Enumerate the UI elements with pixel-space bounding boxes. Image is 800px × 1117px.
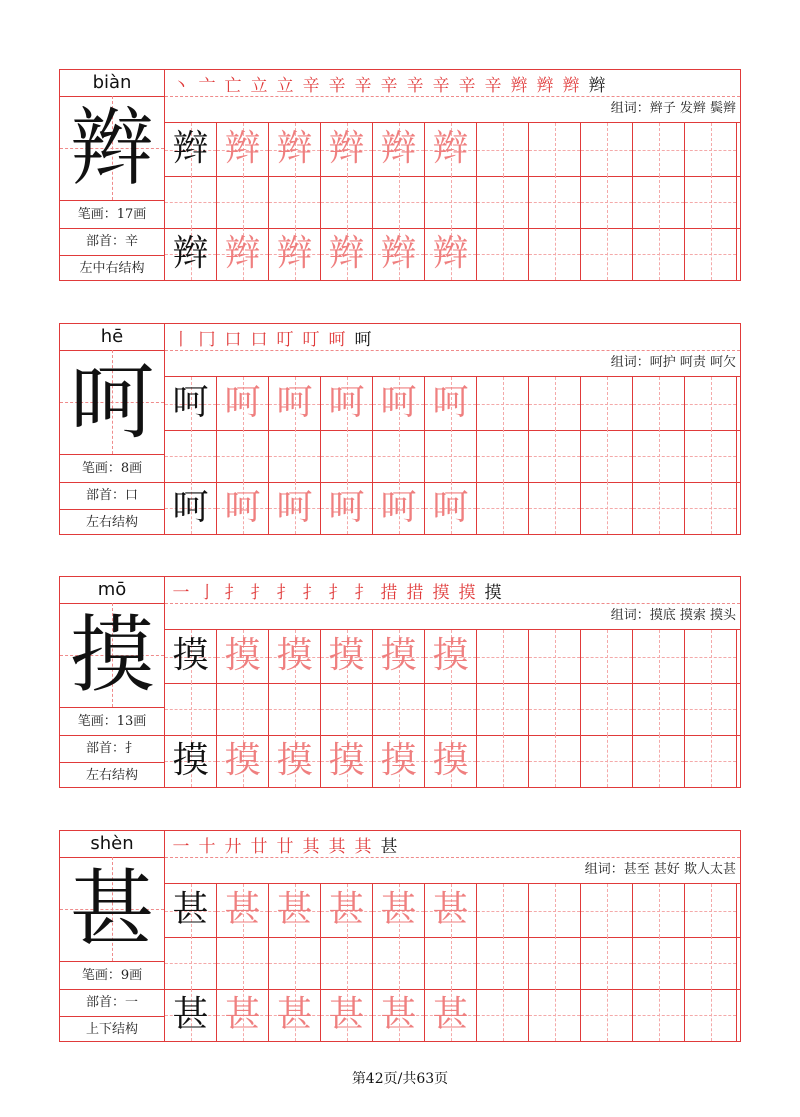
model-character: 摸	[69, 606, 154, 704]
stroke-step: 一	[172, 582, 190, 603]
practice-char: 呵	[172, 382, 209, 423]
stroke-count: 笔画：13画	[60, 708, 164, 736]
model-character-box	[60, 857, 164, 962]
stroke-sequence	[169, 324, 375, 350]
practice-cell[interactable]	[425, 936, 477, 989]
stroke-sequence	[169, 831, 401, 857]
trace-char: 辫	[224, 233, 261, 274]
trace-char: 摸	[380, 740, 417, 781]
trace-char: 辫	[328, 128, 365, 169]
practice-cell[interactable]	[373, 989, 425, 1041]
radical: 部首：口	[60, 482, 164, 510]
stroke-step: 亅	[198, 582, 216, 603]
model-character-box	[60, 350, 164, 455]
stroke-step: 辫	[510, 75, 528, 96]
practice-cell[interactable]	[685, 630, 737, 683]
practice-cell[interactable]	[581, 989, 633, 1041]
practice-cell[interactable]	[477, 175, 529, 228]
pinyin: biàn	[60, 70, 164, 97]
practice-cell[interactable]	[581, 175, 633, 228]
practice-cell[interactable]	[269, 123, 321, 176]
practice-cell[interactable]	[321, 989, 373, 1041]
character-card	[59, 830, 741, 1042]
practice-cell[interactable]	[633, 123, 685, 176]
practice-cell[interactable]	[425, 228, 477, 280]
practice-cell[interactable]	[685, 735, 737, 787]
structure: 上下结构	[85, 1022, 138, 1037]
practice-cell[interactable]	[217, 123, 269, 176]
trace-char: 摸	[380, 635, 417, 676]
pinyin: mō	[60, 577, 164, 604]
practice-row	[165, 122, 741, 177]
stroke-sequence	[169, 70, 609, 96]
practice-cell[interactable]	[321, 123, 373, 176]
stroke-step: 措	[406, 582, 424, 603]
practice-row	[165, 682, 741, 736]
stroke-step: 叮	[302, 329, 320, 350]
practice-cell[interactable]	[321, 936, 373, 989]
trace-char: 呵	[224, 487, 261, 528]
practice-cell[interactable]	[425, 682, 477, 735]
trace-char: 辫	[432, 128, 469, 169]
practice-grid	[165, 629, 741, 789]
practice-cell[interactable]	[425, 482, 477, 534]
stroke-step: 辛	[406, 75, 424, 96]
practice-cell[interactable]	[269, 482, 321, 534]
practice-char: 甚	[172, 889, 209, 930]
character-info-panel	[59, 576, 165, 788]
practice-cell[interactable]	[633, 175, 685, 228]
stroke-step: 扌	[354, 582, 372, 603]
trace-char: 甚	[224, 889, 261, 930]
trace-char: 辫	[380, 128, 417, 169]
practice-cell[interactable]	[217, 377, 269, 430]
practice-cell[interactable]	[269, 228, 321, 280]
stroke-step: 廾	[224, 836, 242, 857]
practice-cell[interactable]	[165, 123, 217, 176]
trace-char: 甚	[380, 994, 417, 1035]
practice-row	[165, 735, 741, 787]
practice-cell[interactable]	[165, 630, 217, 683]
trace-char: 呵	[328, 487, 365, 528]
practice-panel	[165, 576, 741, 788]
practice-cell[interactable]	[373, 429, 425, 482]
radical: 部首：扌	[60, 735, 164, 763]
practice-cell[interactable]	[477, 682, 529, 735]
practice-cell[interactable]	[321, 884, 373, 937]
model-character: 呵	[69, 353, 154, 451]
practice-cell[interactable]	[269, 735, 321, 787]
practice-row	[165, 883, 741, 938]
practice-cell[interactable]	[425, 884, 477, 937]
character-info-panel	[59, 323, 165, 535]
practice-cell[interactable]	[425, 377, 477, 430]
radical: 部首：辛	[60, 228, 164, 256]
practice-cell[interactable]	[269, 884, 321, 937]
practice-cell[interactable]	[165, 377, 217, 430]
trace-char: 摸	[432, 635, 469, 676]
stroke-step: 其	[328, 836, 346, 857]
practice-cell[interactable]	[373, 735, 425, 787]
practice-cell[interactable]	[685, 228, 737, 280]
practice-cell[interactable]	[165, 682, 217, 735]
practice-cell[interactable]	[217, 735, 269, 787]
practice-cell[interactable]	[529, 936, 581, 989]
practice-cell[interactable]	[165, 228, 217, 280]
practice-cell[interactable]	[269, 989, 321, 1041]
practice-cell[interactable]	[581, 735, 633, 787]
practice-cell[interactable]	[529, 682, 581, 735]
practice-cell[interactable]	[581, 936, 633, 989]
structure: 左右结构	[85, 768, 138, 783]
practice-cell[interactable]	[477, 429, 529, 482]
practice-cell[interactable]	[633, 682, 685, 735]
practice-cell[interactable]	[425, 123, 477, 176]
practice-cell[interactable]	[373, 377, 425, 430]
practice-cell[interactable]	[529, 884, 581, 937]
trace-char: 辫	[328, 233, 365, 274]
practice-cell[interactable]	[633, 884, 685, 937]
stroke-step: 廿	[250, 836, 268, 857]
page-number: 第42页/共63页	[351, 1071, 449, 1087]
practice-cell[interactable]	[477, 989, 529, 1041]
practice-char: 辫	[172, 233, 209, 274]
stroke-step: 呵	[328, 329, 346, 350]
stroke-step: 辛	[484, 75, 502, 96]
stroke-order-row	[165, 70, 740, 97]
practice-row	[165, 429, 741, 483]
practice-cell[interactable]	[685, 482, 737, 534]
practice-cell[interactable]	[217, 682, 269, 735]
practice-cell[interactable]	[165, 989, 217, 1041]
trace-char: 辫	[380, 233, 417, 274]
trace-char: 辫	[432, 233, 469, 274]
trace-char: 摸	[224, 635, 261, 676]
practice-cell[interactable]	[581, 123, 633, 176]
radical: 部首：一	[60, 989, 164, 1017]
stroke-step: 辫	[588, 75, 606, 96]
stroke-step: 廿	[276, 836, 294, 857]
stroke-step: 一	[172, 836, 190, 857]
stroke-step: 冂	[198, 329, 216, 350]
practice-cell[interactable]	[165, 429, 217, 482]
practice-cell[interactable]	[217, 989, 269, 1041]
stroke-order-row	[165, 831, 740, 858]
practice-cell[interactable]	[165, 482, 217, 534]
practice-panel	[165, 830, 741, 1042]
practice-char: 甚	[172, 994, 209, 1035]
practice-cell[interactable]	[269, 936, 321, 989]
practice-cell[interactable]	[633, 989, 685, 1041]
stroke-step: 口	[224, 329, 242, 350]
stroke-step: 辛	[328, 75, 346, 96]
practice-cell[interactable]	[529, 123, 581, 176]
stroke-step: 扌	[276, 582, 294, 603]
trace-char: 摸	[328, 740, 365, 781]
stroke-count: 笔画：9画	[60, 962, 164, 990]
practice-cell[interactable]	[477, 377, 529, 430]
practice-cell[interactable]	[321, 630, 373, 683]
stroke-step: 叮	[276, 329, 294, 350]
stroke-step: 摸	[484, 582, 502, 603]
practice-cell[interactable]	[633, 936, 685, 989]
practice-cell[interactable]	[477, 936, 529, 989]
pinyin: hē	[60, 324, 164, 351]
model-character-box	[60, 603, 164, 708]
practice-cell[interactable]	[633, 482, 685, 534]
practice-cell[interactable]	[269, 175, 321, 228]
practice-cell[interactable]	[529, 482, 581, 534]
practice-grid	[165, 376, 741, 536]
practice-cell[interactable]	[477, 482, 529, 534]
practice-cell[interactable]	[685, 884, 737, 937]
practice-cell[interactable]	[373, 482, 425, 534]
practice-cell[interactable]	[373, 228, 425, 280]
stroke-step: 扌	[250, 582, 268, 603]
model-character: 辫	[69, 99, 154, 197]
word-examples: 组词：辫子 发辫 鬓辫	[610, 101, 736, 116]
trace-char: 呵	[276, 382, 313, 423]
trace-char: 辫	[276, 128, 313, 169]
stroke-step: 摸	[432, 582, 450, 603]
practice-cell[interactable]	[269, 429, 321, 482]
stroke-step: 摸	[458, 582, 476, 603]
practice-cell[interactable]	[529, 175, 581, 228]
practice-cell[interactable]	[425, 429, 477, 482]
practice-cell[interactable]	[165, 936, 217, 989]
trace-char: 甚	[276, 889, 313, 930]
stroke-step: 十	[198, 836, 216, 857]
practice-cell[interactable]	[685, 377, 737, 430]
practice-cell[interactable]	[529, 630, 581, 683]
practice-cell[interactable]	[477, 123, 529, 176]
stroke-step: 立	[250, 75, 268, 96]
practice-cell[interactable]	[217, 630, 269, 683]
practice-cell[interactable]	[529, 228, 581, 280]
practice-cell[interactable]	[425, 989, 477, 1041]
stroke-step: 措	[380, 582, 398, 603]
practice-cell[interactable]	[373, 630, 425, 683]
practice-char: 摸	[172, 635, 209, 676]
trace-char: 呵	[432, 382, 469, 423]
practice-cell[interactable]	[217, 936, 269, 989]
trace-char: 甚	[380, 889, 417, 930]
practice-cell[interactable]	[321, 429, 373, 482]
word-examples: 组词：摸底 摸索 摸头	[610, 608, 736, 623]
practice-cell[interactable]	[269, 377, 321, 430]
model-character-box	[60, 96, 164, 201]
trace-char: 呵	[380, 487, 417, 528]
practice-cell[interactable]	[633, 429, 685, 482]
practice-cell[interactable]	[165, 735, 217, 787]
practice-char: 辫	[172, 128, 209, 169]
practice-cell[interactable]	[581, 228, 633, 280]
practice-cell[interactable]	[685, 989, 737, 1041]
practice-cell[interactable]	[373, 123, 425, 176]
practice-cell[interactable]	[581, 429, 633, 482]
word-examples: 组词：甚至 甚好 欺人太甚	[584, 862, 736, 877]
practice-cell[interactable]	[685, 123, 737, 176]
practice-cell[interactable]	[269, 630, 321, 683]
stroke-step: 甚	[380, 836, 398, 857]
practice-cell[interactable]	[685, 429, 737, 482]
practice-cell[interactable]	[633, 228, 685, 280]
practice-panel	[165, 323, 741, 535]
trace-char: 呵	[276, 487, 313, 528]
practice-cell[interactable]	[217, 884, 269, 937]
character-card	[59, 69, 741, 281]
trace-char: 摸	[276, 635, 313, 676]
practice-cell[interactable]	[425, 735, 477, 787]
practice-row	[165, 175, 741, 229]
character-info-panel	[59, 69, 165, 281]
trace-char: 摸	[276, 740, 313, 781]
stroke-step: 辛	[302, 75, 320, 96]
practice-char: 呵	[172, 487, 209, 528]
practice-panel	[165, 69, 741, 281]
practice-row	[165, 228, 741, 280]
practice-cell[interactable]	[477, 630, 529, 683]
stroke-count: 笔画：17画	[60, 201, 164, 229]
practice-cell[interactable]	[477, 884, 529, 937]
practice-cell[interactable]	[321, 377, 373, 430]
practice-cell[interactable]	[581, 482, 633, 534]
practice-cell[interactable]	[529, 989, 581, 1041]
stroke-count: 笔画：8画	[60, 455, 164, 483]
model-character: 甚	[69, 860, 154, 958]
practice-grid	[165, 122, 741, 282]
practice-cell[interactable]	[217, 429, 269, 482]
practice-cell[interactable]	[581, 630, 633, 683]
practice-cell[interactable]	[529, 377, 581, 430]
practice-cell[interactable]	[685, 682, 737, 735]
character-card	[59, 323, 741, 535]
stroke-step: 其	[302, 836, 320, 857]
practice-cell[interactable]	[633, 630, 685, 683]
practice-cell[interactable]	[529, 735, 581, 787]
practice-cell[interactable]	[477, 228, 529, 280]
trace-char: 呵	[432, 487, 469, 528]
practice-cell[interactable]	[217, 175, 269, 228]
practice-cell[interactable]	[269, 682, 321, 735]
trace-char: 呵	[328, 382, 365, 423]
practice-grid	[165, 883, 741, 1043]
word-examples: 组词：呵护 呵责 呵欠	[610, 355, 736, 370]
stroke-step: 扌	[302, 582, 320, 603]
trace-char: 呵	[380, 382, 417, 423]
practice-cell[interactable]	[529, 429, 581, 482]
practice-cell[interactable]	[425, 175, 477, 228]
trace-char: 辫	[276, 233, 313, 274]
practice-row	[165, 376, 741, 431]
structure: 左右结构	[85, 515, 138, 530]
stroke-order-row	[165, 577, 740, 604]
practice-cell[interactable]	[477, 735, 529, 787]
character-info-panel	[59, 830, 165, 1042]
stroke-step: 其	[354, 836, 372, 857]
trace-char: 甚	[328, 889, 365, 930]
trace-char: 摸	[224, 740, 261, 781]
practice-cell[interactable]	[217, 228, 269, 280]
practice-cell[interactable]	[373, 884, 425, 937]
stroke-step: 辛	[380, 75, 398, 96]
stroke-step: 辫	[562, 75, 580, 96]
practice-cell[interactable]	[217, 482, 269, 534]
practice-cell[interactable]	[685, 936, 737, 989]
practice-cell[interactable]	[581, 377, 633, 430]
character-card	[59, 576, 741, 788]
trace-char: 呵	[224, 382, 261, 423]
stroke-step: 丶	[172, 75, 190, 96]
practice-cell[interactable]	[633, 735, 685, 787]
pinyin: shèn	[60, 831, 164, 858]
stroke-step: 扌	[224, 582, 242, 603]
stroke-step: 辛	[354, 75, 372, 96]
stroke-step: 亡	[224, 75, 242, 96]
practice-cell[interactable]	[321, 175, 373, 228]
practice-cell[interactable]	[581, 682, 633, 735]
stroke-step: 丨	[172, 329, 190, 350]
stroke-sequence	[169, 577, 505, 603]
practice-char: 摸	[172, 740, 209, 781]
practice-cell[interactable]	[321, 228, 373, 280]
trace-char: 辫	[224, 128, 261, 169]
practice-row	[165, 989, 741, 1041]
practice-cell[interactable]	[425, 630, 477, 683]
stroke-order-row	[165, 324, 740, 351]
practice-cell[interactable]	[633, 377, 685, 430]
practice-row	[165, 936, 741, 990]
trace-char: 甚	[328, 994, 365, 1035]
trace-char: 甚	[432, 889, 469, 930]
practice-cell[interactable]	[321, 482, 373, 534]
practice-cell[interactable]	[165, 884, 217, 937]
stroke-step: 辛	[432, 75, 450, 96]
practice-cell[interactable]	[373, 682, 425, 735]
stroke-step: 扌	[328, 582, 346, 603]
stroke-step: 呵	[354, 329, 372, 350]
practice-row	[165, 482, 741, 534]
trace-char: 甚	[276, 994, 313, 1035]
practice-cell[interactable]	[373, 936, 425, 989]
stroke-step: 亠	[198, 75, 216, 96]
practice-cell[interactable]	[321, 735, 373, 787]
stroke-step: 立	[276, 75, 294, 96]
structure: 左中右结构	[79, 261, 145, 276]
trace-char: 甚	[432, 994, 469, 1035]
trace-char: 甚	[224, 994, 261, 1035]
practice-cell[interactable]	[685, 175, 737, 228]
stroke-step: 辛	[458, 75, 476, 96]
practice-cell[interactable]	[373, 175, 425, 228]
practice-cell[interactable]	[321, 682, 373, 735]
practice-row	[165, 629, 741, 684]
practice-cell[interactable]	[165, 175, 217, 228]
trace-char: 摸	[432, 740, 469, 781]
stroke-step: 口	[250, 329, 268, 350]
stroke-step: 辫	[536, 75, 554, 96]
trace-char: 摸	[328, 635, 365, 676]
practice-cell[interactable]	[581, 884, 633, 937]
